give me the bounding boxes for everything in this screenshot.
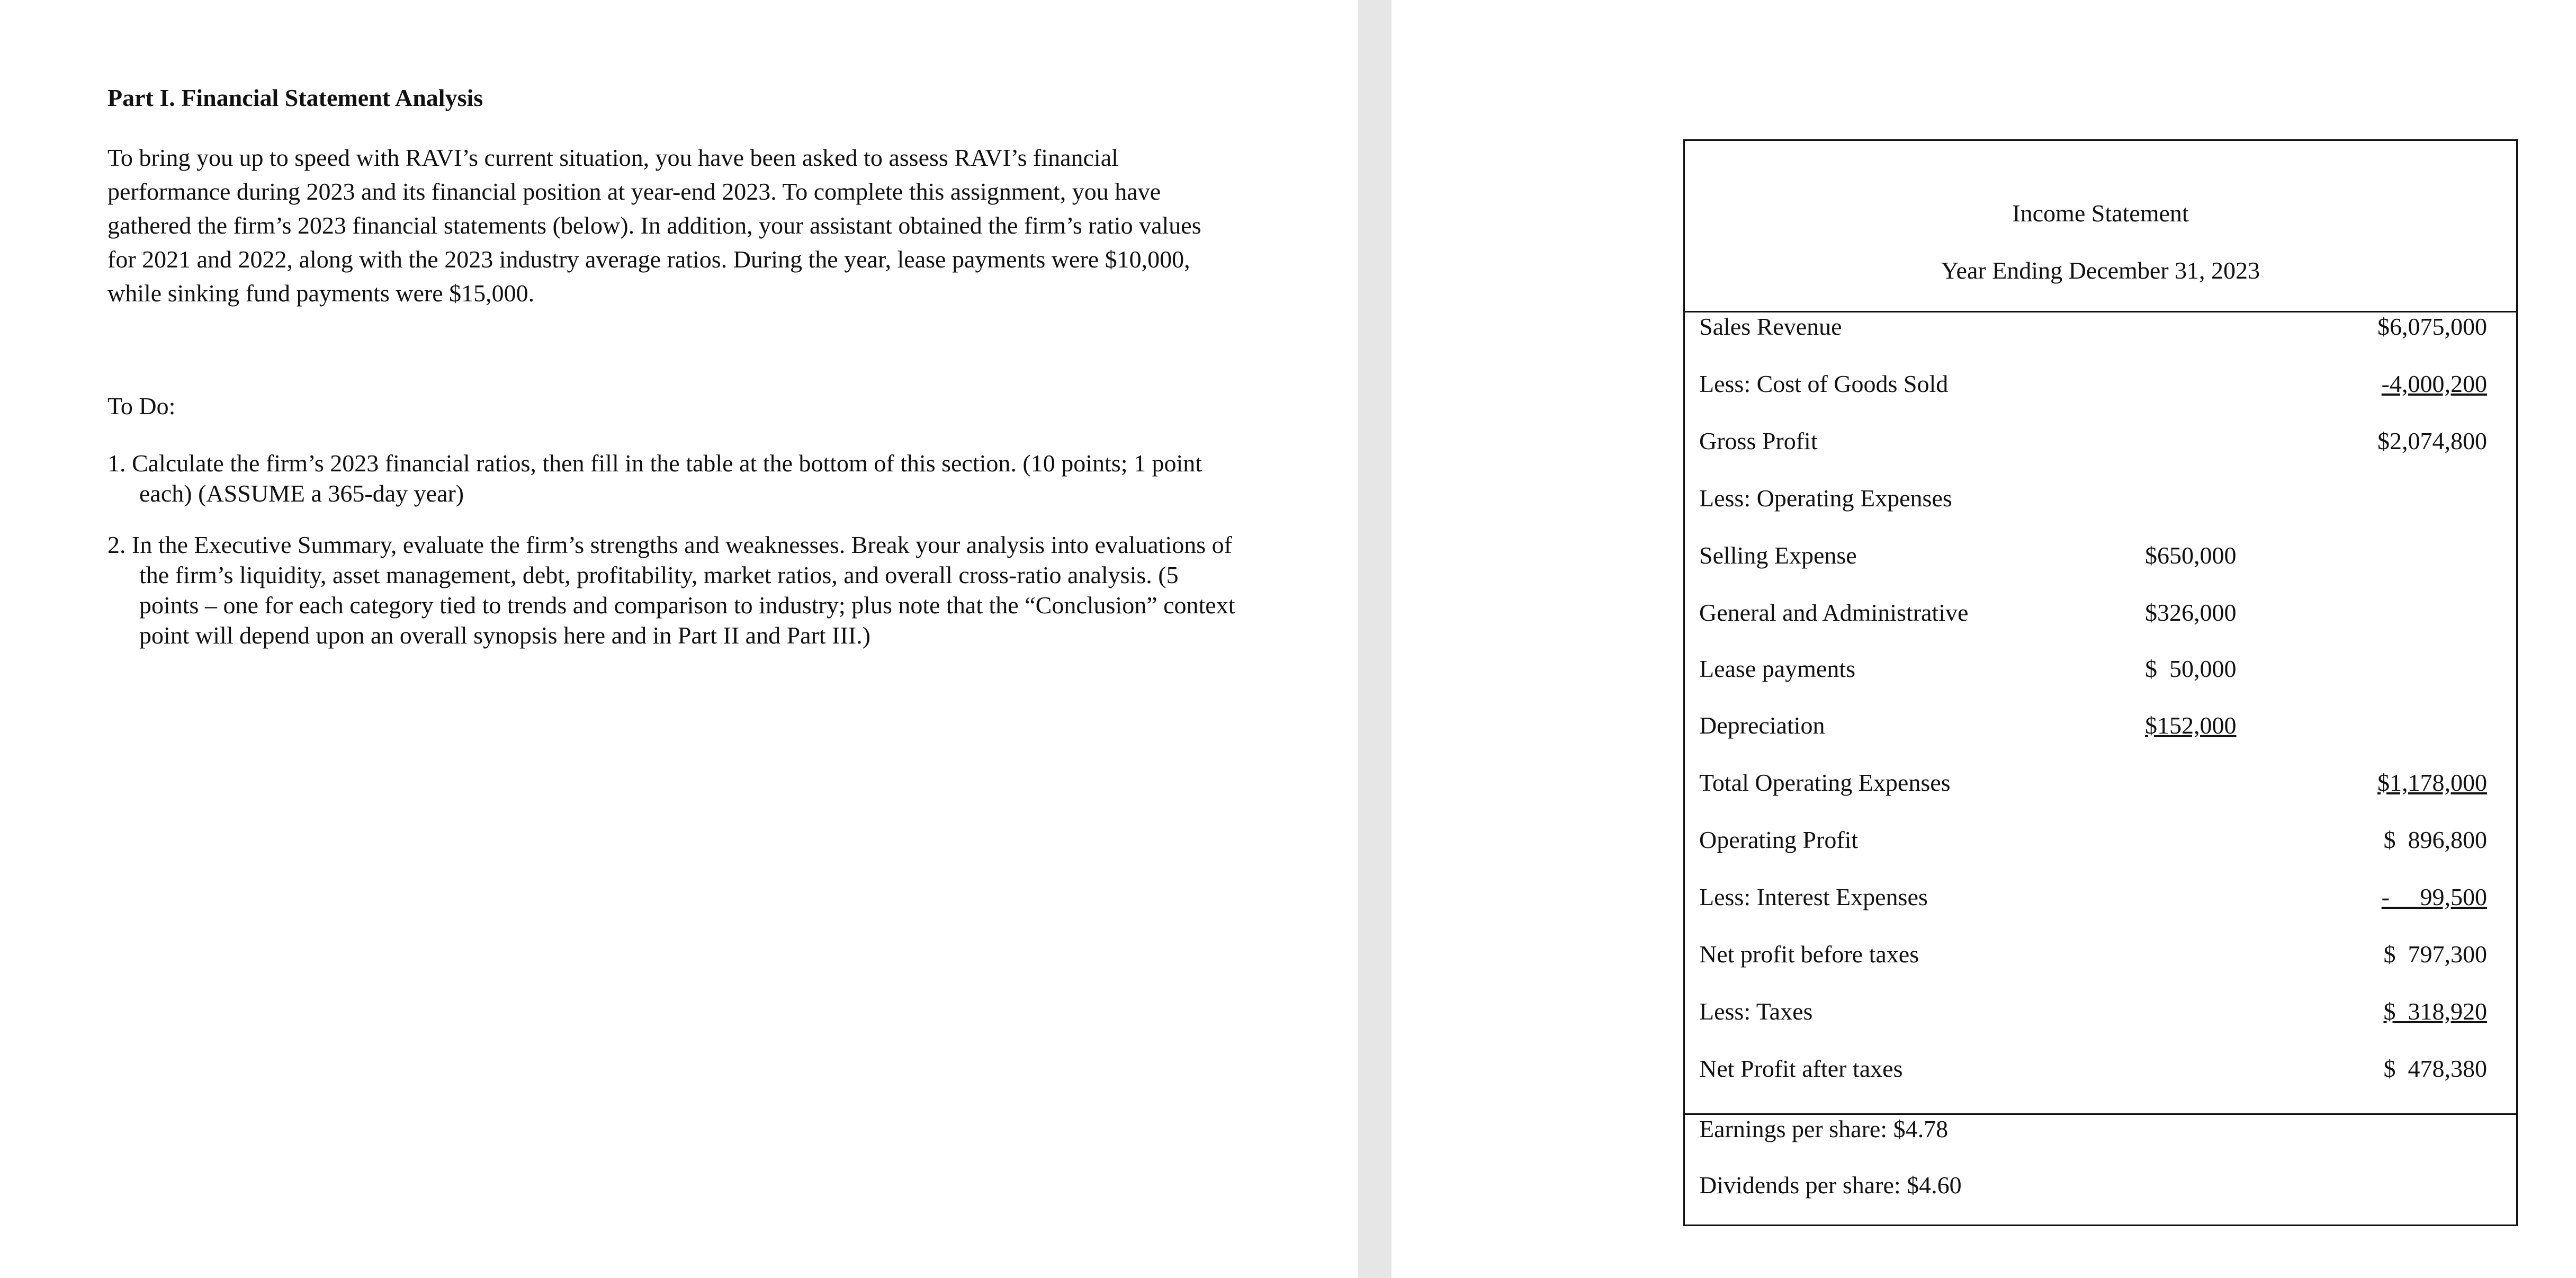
row-total: $2,074,800 [2377, 427, 2487, 454]
row-total: $6,075,000 [2377, 313, 2487, 340]
row-total-operating-expenses [1685, 768, 2516, 826]
section-heading: Part I. Financial Statement Analysis [107, 84, 483, 111]
todo-item-1: 1. Calculate the firm’s 2023 financial ratios, then fill in the table at the bottom of this section. (10 points; 1 point each) (ASSUME a 365-day year) [107, 450, 1202, 507]
income-statement-header [1685, 141, 2516, 312]
row-label: Less: Operating Expenses [1699, 485, 1952, 512]
row-total: $ 896,800 [2383, 826, 2487, 853]
row-label: Net Profit after taxes [1699, 1055, 1903, 1082]
row-label: Operating Profit [1699, 826, 1859, 853]
row-gross-profit [1685, 427, 2516, 484]
page-gutter [1358, 0, 1392, 1278]
row-selling-expense [1685, 541, 2516, 598]
row-interest-expenses [1685, 883, 2516, 940]
intro-paragraph: To bring you up to speed with RAVI’s current situation, you have been asked to assess RAVI’s financial performance during 2023 and its financial position at year-end 2023. To complete this assignment, you have gathered the firm’s 2023 financial statements (below). In addition, your assistant obtained the firm’s ratio values for 2021 and 2022, along with the 2023 industry average ratios. During the year, lease payments were $10,000, while sinking fund payments were $15,000. [107, 144, 1201, 307]
row-subamount: $ 50,000 [2145, 655, 2237, 682]
todo-item-2: 2. In the Executive Summary, evaluate the firm’s strengths and weaknesses. Break your analysis into evaluations of the firm’s liquidity, asset management, debt, profitability, market ratios, and overall cross-ratio analysis. (5 points – one for each category tied to trends and comparison to industry; plus note that the “Conclusion” context point will depend upon an overall synopsis here and in Part II and Part III.) [107, 531, 1235, 649]
row-depreciation [1685, 711, 2516, 768]
row-taxes [1685, 997, 2516, 1054]
row-label: Selling Expense [1699, 542, 1857, 569]
row-label: Total Operating Expenses [1699, 769, 1951, 796]
income-statement-table [1683, 139, 2518, 1226]
row-total: $ 797,300 [2383, 941, 2487, 968]
row-subamount: $152,000 [2145, 712, 2237, 739]
row-label: Less: Cost of Goods Sold [1699, 370, 1949, 397]
row-lease-payments [1685, 655, 2516, 712]
row-operating-profit [1685, 826, 2516, 883]
row-label: Lease payments [1699, 655, 1856, 682]
row-total: $ 478,380 [2383, 1055, 2487, 1082]
row-operating-expenses-heading [1685, 484, 2516, 541]
income-statement-footer [1685, 1113, 2516, 1225]
earnings-per-share: Earnings per share: $4.78 [1699, 1115, 1949, 1142]
row-total: $ 318,920 [2383, 998, 2487, 1025]
row-label: Sales Revenue [1699, 313, 1842, 340]
row-label: General and Administrative [1699, 599, 1969, 626]
row-subamount: $326,000 [2145, 599, 2237, 626]
income-statement-title: Income Statement [2012, 200, 2189, 227]
row-sales-revenue [1685, 312, 2516, 370]
row-label: Less: Taxes [1699, 998, 1813, 1025]
row-total: - 99,500 [2381, 883, 2487, 910]
row-net-profit-after-taxes [1685, 1054, 2516, 1112]
row-label: Gross Profit [1699, 427, 1818, 454]
row-label: Less: Interest Expenses [1699, 883, 1928, 910]
dividends-per-share: Dividends per share: $4.60 [1699, 1172, 1962, 1199]
row-subamount: $650,000 [2145, 542, 2237, 569]
income-statement-period: Year Ending December 31, 2023 [1941, 257, 2260, 284]
row-total: $1,178,000 [2377, 769, 2487, 796]
row-net-profit-before-taxes [1685, 940, 2516, 997]
row-total: -4,000,200 [2381, 370, 2487, 397]
row-label: Depreciation [1699, 712, 1825, 739]
row-general-admin [1685, 598, 2516, 656]
row-label: Net profit before taxes [1699, 941, 1919, 968]
row-cogs [1685, 370, 2516, 427]
todo-label: To Do: [107, 392, 176, 419]
